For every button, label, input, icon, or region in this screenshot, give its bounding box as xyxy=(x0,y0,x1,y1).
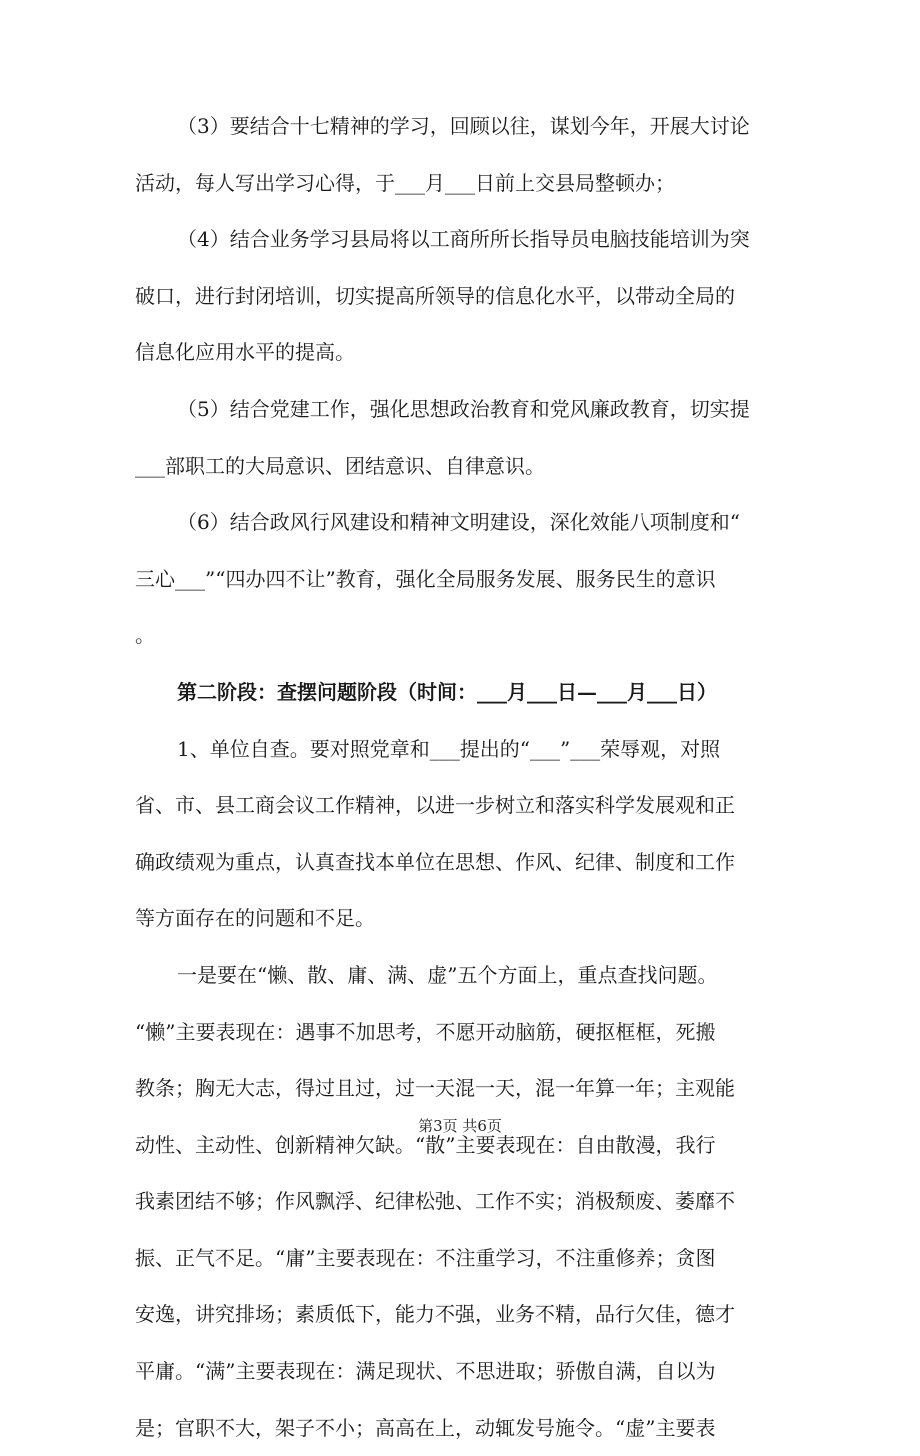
text-line: （3）要结合十七精神的学习，回顾以往，谋划今年，开展大讨论 xyxy=(177,114,750,138)
text-line: 1、单位自查。要对照党章和___提出的“___”___荣辱观，对照 xyxy=(177,736,721,761)
text-line: 等方面存在的问题和不足。 xyxy=(135,906,375,931)
text-line: 平庸。“满”主要表现在：满足现状、不思进取；骄傲自满，自以为 xyxy=(135,1359,716,1384)
section-heading: 第二阶段：查摆问题阶段（时间：___月___日—___月___日） xyxy=(177,679,717,704)
text-line: 一是要在“懒、散、庸、满、虚”五个方面上，重点查找问题。 xyxy=(177,962,718,987)
text-line: 破口，进行封闭培训，切实提高所领导的信息化水平，以带动全局的 xyxy=(135,283,735,308)
text-line: 安逸，讲究排场；素质低下，能力不强，业务不精，品行欠佳，德才 xyxy=(135,1302,735,1327)
text-line: （6）结合政风行风建设和精神文明建设，深化效能八项制度和“ xyxy=(177,510,740,535)
text-line: 动性、主动性、创新精神欠缺。“散”主要表现在：自由散漫，我行 xyxy=(135,1132,716,1157)
text-line: （4）结合业务学习县局将以工商所所长指导员电脑技能培训为突 xyxy=(177,227,750,252)
text-line: ___部职工的大局意识、团结意识、自律意识。 xyxy=(135,453,545,478)
text-line: （5）结合党建工作，强化思想政治教育和党风廉政教育，切实提 xyxy=(177,396,750,421)
page-footer: 第3页 共6页 xyxy=(418,1117,502,1135)
document-body xyxy=(135,98,783,1456)
text-line: 省、市、县工商会议工作精神，以进一步树立和落实科学发展观和正 xyxy=(135,793,735,818)
text-line: 教条；胸无大志，得过且过，过一天混一天，混一年算一年；主观能 xyxy=(135,1076,735,1101)
text-line: 信息化应用水平的提高。 xyxy=(135,340,355,365)
text-line: 活动，每人写出学习心得，于___月___日前上交县局整顿办； xyxy=(135,170,675,195)
text-line: “懒”主要表现在：遇事不加思考，不愿开动脑筋，硬抠框框，死搬 xyxy=(135,1019,716,1044)
text-line: 确政绩观为重点，认真查找本单位在思想、作风、纪律、制度和工作 xyxy=(135,849,735,874)
text-line: 是；官职不大，架子不小；高高在上，动辄发号施令。“虚”主要表 xyxy=(135,1415,716,1440)
text-line: 我素团结不够；作风飘浮、纪律松弛、工作不实；消极颓废、萎靡不 xyxy=(135,1189,735,1214)
text-line: 三心___”“四办四不让”教育，强化全局服务发展、服务民生的意识 xyxy=(135,566,716,591)
text-line: 。 xyxy=(135,623,155,648)
text-line: 振、正气不足。“庸”主要表现在：不注重学习，不注重修养；贪图 xyxy=(135,1245,716,1270)
